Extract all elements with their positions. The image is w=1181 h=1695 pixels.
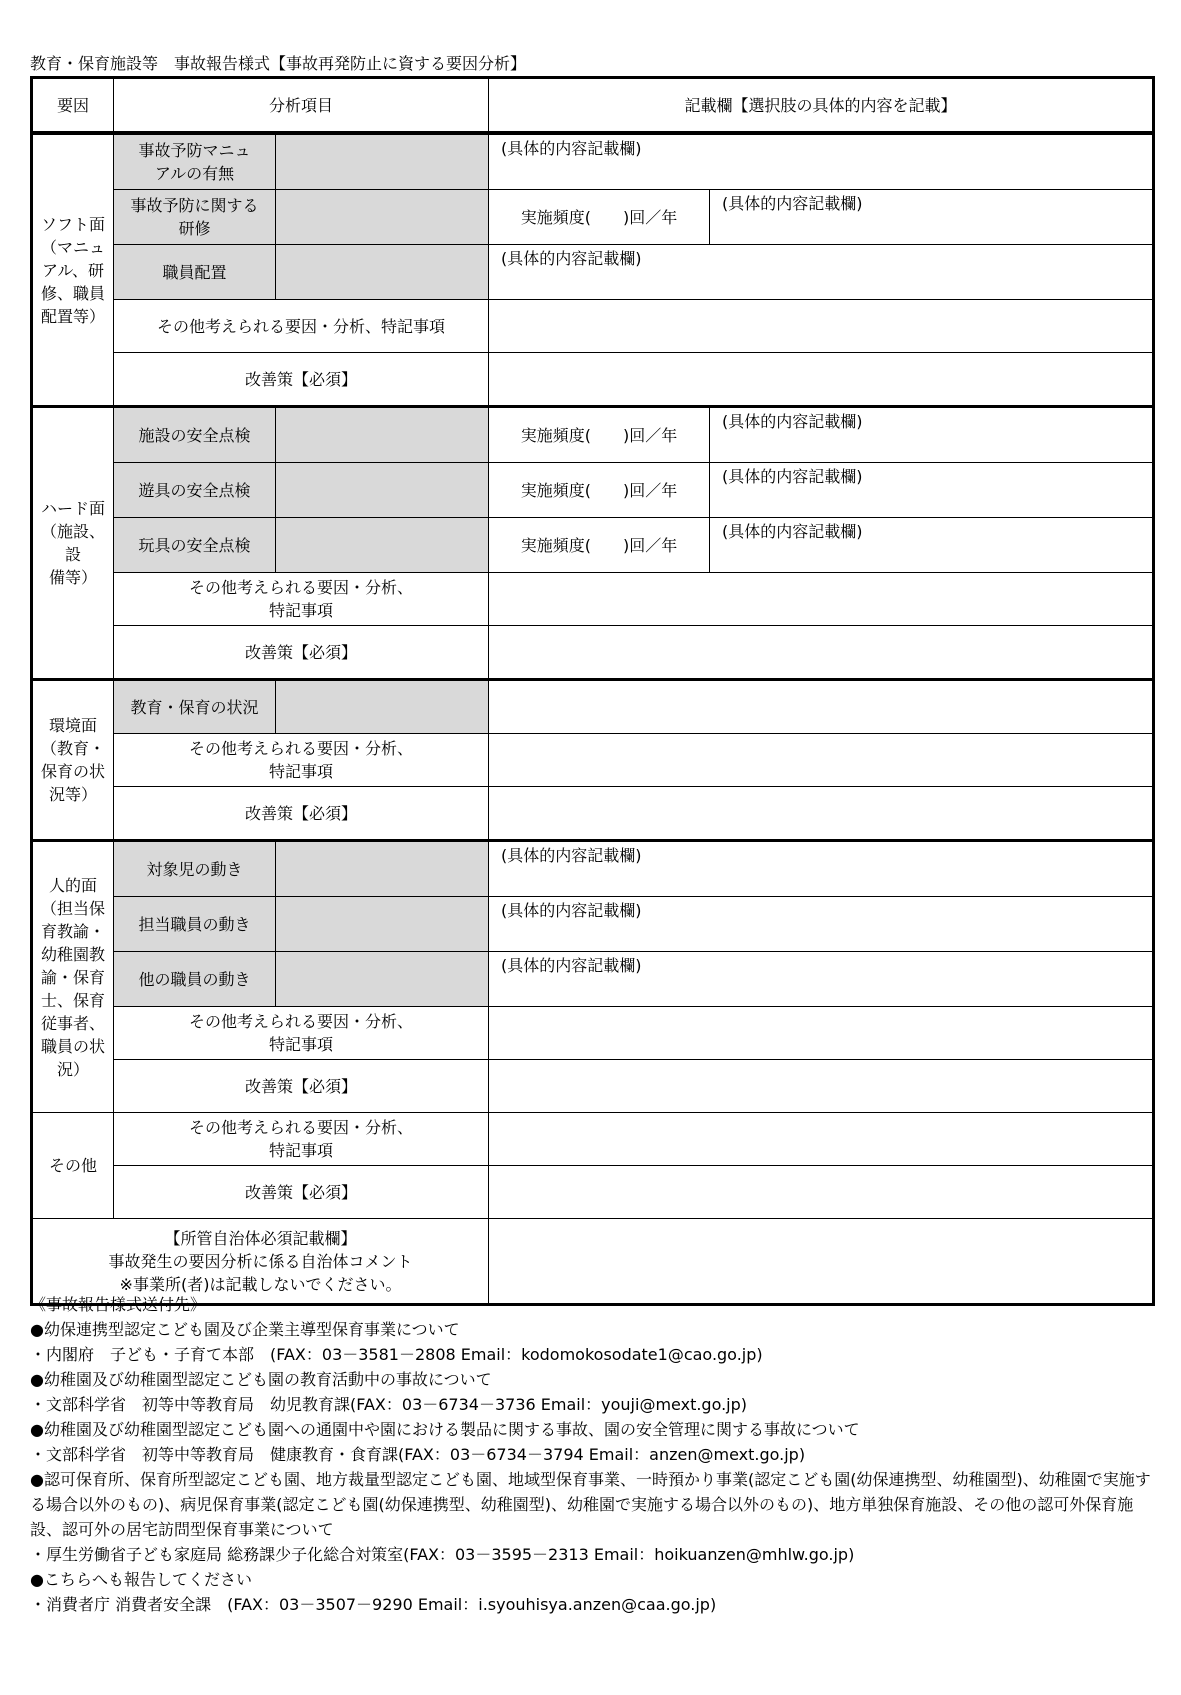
footer-line: ●幼稚園及び幼稚園型認定こども園への通園中や園における製品に関する事故、園の安全管理に関する事故について: [30, 1420, 860, 1439]
table-row: [32, 463, 1154, 518]
detail-entry[interactable]: (具体的内容記載欄): [710, 463, 1154, 518]
other-factors-label: その他考えられる要因・分析、 特記事項: [114, 1007, 489, 1060]
other-factors-label: その他考えられる要因・分析、 特記事項: [114, 573, 489, 626]
footer-line: ・文部科学省 初等中等教育局 幼児教育課(FAX：03－6734－3736 Email：youji@mext.go.jp): [30, 1395, 748, 1414]
other-factors-label: その他考えられる要因・分析、特記事項: [114, 300, 489, 353]
table-row: [32, 133, 1154, 190]
footer-heading: 《事故報告様式送付先》: [30, 1295, 207, 1314]
factor-others: その他: [32, 1113, 114, 1219]
other-factors-entry[interactable]: [489, 734, 1154, 787]
footer-line: ●こちらへも報告してください: [30, 1570, 252, 1589]
table-row: [32, 1007, 1154, 1060]
improvement-label: 改善策【必須】: [114, 353, 489, 407]
table-row: [32, 518, 1154, 573]
footer-line: ●幼稚園及び幼稚園型認定こども園の教育活動中の事故について: [30, 1370, 492, 1389]
item-select-cell[interactable]: [276, 518, 489, 573]
header-analysis: 分析項目: [114, 78, 489, 134]
improvement-entry[interactable]: [489, 787, 1154, 841]
table-row: [32, 952, 1154, 1007]
factor-soft: ソフト面 （マニュ アル、研 修、職員 配置等）: [32, 133, 114, 407]
header-factor: 要因: [32, 78, 114, 134]
footer-line: ・厚生労働省子ども家庭局 総務課少子化総合対策室(FAX：03－3595－2313 Email：hoikuanzen@mhlw.go.jp): [30, 1545, 855, 1564]
item-select-cell[interactable]: [276, 680, 489, 734]
frequency-entry[interactable]: 実施頻度( )回／年: [489, 463, 710, 518]
other-factors-entry[interactable]: [489, 1007, 1154, 1060]
item-label: 玩具の安全点検: [114, 518, 276, 573]
item-select-cell[interactable]: [276, 841, 489, 897]
item-label: 遊具の安全点検: [114, 463, 276, 518]
factor-hard: ハード面 （施設、設 備等）: [32, 407, 114, 680]
improvement-entry[interactable]: [489, 353, 1154, 407]
table-header-row: [32, 78, 1154, 134]
item-label: 他の職員の動き: [114, 952, 276, 1007]
item-select-cell[interactable]: [276, 245, 489, 300]
item-label: 教育・保育の状況: [114, 680, 276, 734]
table-row: [32, 897, 1154, 952]
table-row: [32, 734, 1154, 787]
frequency-entry[interactable]: 実施頻度( )回／年: [489, 190, 710, 245]
footer-line: ・文部科学省 初等中等教育局 健康教育・食育課(FAX：03－6734－3794 Email：anzen@mext.go.jp): [30, 1445, 806, 1464]
table-row: [32, 1060, 1154, 1113]
item-select-cell[interactable]: [276, 952, 489, 1007]
item-label: 対象児の動き: [114, 841, 276, 897]
detail-entry[interactable]: (具体的内容記載欄): [710, 190, 1154, 245]
item-select-cell[interactable]: [276, 407, 489, 463]
other-factors-entry[interactable]: [489, 1113, 1154, 1166]
detail-entry[interactable]: (具体的内容記載欄): [489, 841, 1154, 897]
other-factors-label: その他考えられる要因・分析、 特記事項: [114, 1113, 489, 1166]
improvement-label: 改善策【必須】: [114, 626, 489, 680]
item-label: 事故予防に関する 研修: [114, 190, 276, 245]
detail-entry[interactable]: [489, 680, 1154, 734]
footer-line: ・内閣府 子ども・子育て本部 (FAX：03－3581－2808 Email：kodomokosodate1@cao.go.jp): [30, 1345, 763, 1364]
table-row: [32, 407, 1154, 463]
table-row: [32, 353, 1154, 407]
table-row: [32, 787, 1154, 841]
improvement-entry[interactable]: [489, 1166, 1154, 1219]
item-label: 事故予防マニュ アルの有無: [114, 133, 276, 190]
detail-entry[interactable]: (具体的内容記載欄): [489, 133, 1154, 190]
footer-line: ・消費者庁 消費者安全課 (FAX：03－3507－9290 Email：i.syouhisya.anzen@caa.go.jp): [30, 1595, 717, 1614]
submission-destinations: [30, 1292, 1155, 1617]
frequency-entry[interactable]: 実施頻度( )回／年: [489, 518, 710, 573]
detail-entry[interactable]: (具体的内容記載欄): [710, 407, 1154, 463]
detail-entry[interactable]: (具体的内容記載欄): [710, 518, 1154, 573]
frequency-entry[interactable]: 実施頻度( )回／年: [489, 407, 710, 463]
table-row: [32, 1166, 1154, 1219]
item-select-cell[interactable]: [276, 133, 489, 190]
factor-environment: 環境面 （教育・ 保育の状 況等）: [32, 680, 114, 841]
item-label: 職員配置: [114, 245, 276, 300]
table-row: [32, 245, 1154, 300]
factor-human: 人的面 （担当保 育教諭・ 幼稚園教 諭・保育 士、保育 従事者、 職員の状 況）: [32, 841, 114, 1113]
item-label: 担当職員の動き: [114, 897, 276, 952]
table-row: [32, 300, 1154, 353]
detail-entry[interactable]: (具体的内容記載欄): [489, 952, 1154, 1007]
improvement-label: 改善策【必須】: [114, 1166, 489, 1219]
table-row: [32, 573, 1154, 626]
footer-line: ●認可保育所、保育所型認定こども園、地方裁量型認定こども園、地域型保育事業、一時預かり事業(認定こども園(幼保連携型、幼稚園型)、幼稚園で実施する場合以外のもの)、病児保育事業(認定こども園(幼保連携型、幼稚園型)、幼稚園で実施する場合以外のもの)、地方単独保育施設、その他の認可外保育施設、認可外の居宅訪問型保育事業について: [30, 1470, 1151, 1539]
footer-line: ●幼保連携型認定こども園及び企業主導型保育事業について: [30, 1320, 460, 1339]
item-label: 施設の安全点検: [114, 407, 276, 463]
item-select-cell[interactable]: [276, 463, 489, 518]
table-row: [32, 1113, 1154, 1166]
other-factors-label: その他考えられる要因・分析、 特記事項: [114, 734, 489, 787]
document-title: 教育・保育施設等 事故報告様式【事故再発防止に資する要因分析】: [30, 54, 527, 73]
item-select-cell[interactable]: [276, 897, 489, 952]
item-select-cell[interactable]: [276, 190, 489, 245]
table-row: [32, 841, 1154, 897]
improvement-label: 改善策【必須】: [114, 1060, 489, 1113]
other-factors-entry[interactable]: [489, 300, 1154, 353]
other-factors-entry[interactable]: [489, 573, 1154, 626]
header-entry: 記載欄【選択肢の具体的内容を記載】: [489, 78, 1154, 134]
accident-factor-analysis-table: [30, 76, 1155, 1306]
detail-entry[interactable]: (具体的内容記載欄): [489, 897, 1154, 952]
improvement-label: 改善策【必須】: [114, 787, 489, 841]
table-row: [32, 626, 1154, 680]
detail-entry[interactable]: (具体的内容記載欄): [489, 245, 1154, 300]
improvement-entry[interactable]: [489, 1060, 1154, 1113]
municipality-comment-label: 【所管自治体必須記載欄】 事故発生の要因分析に係る自治体コメント ※事業所(者)は記載しないでください。: [32, 1219, 489, 1305]
table-row: [32, 190, 1154, 245]
table-row: [32, 680, 1154, 734]
improvement-entry[interactable]: [489, 626, 1154, 680]
